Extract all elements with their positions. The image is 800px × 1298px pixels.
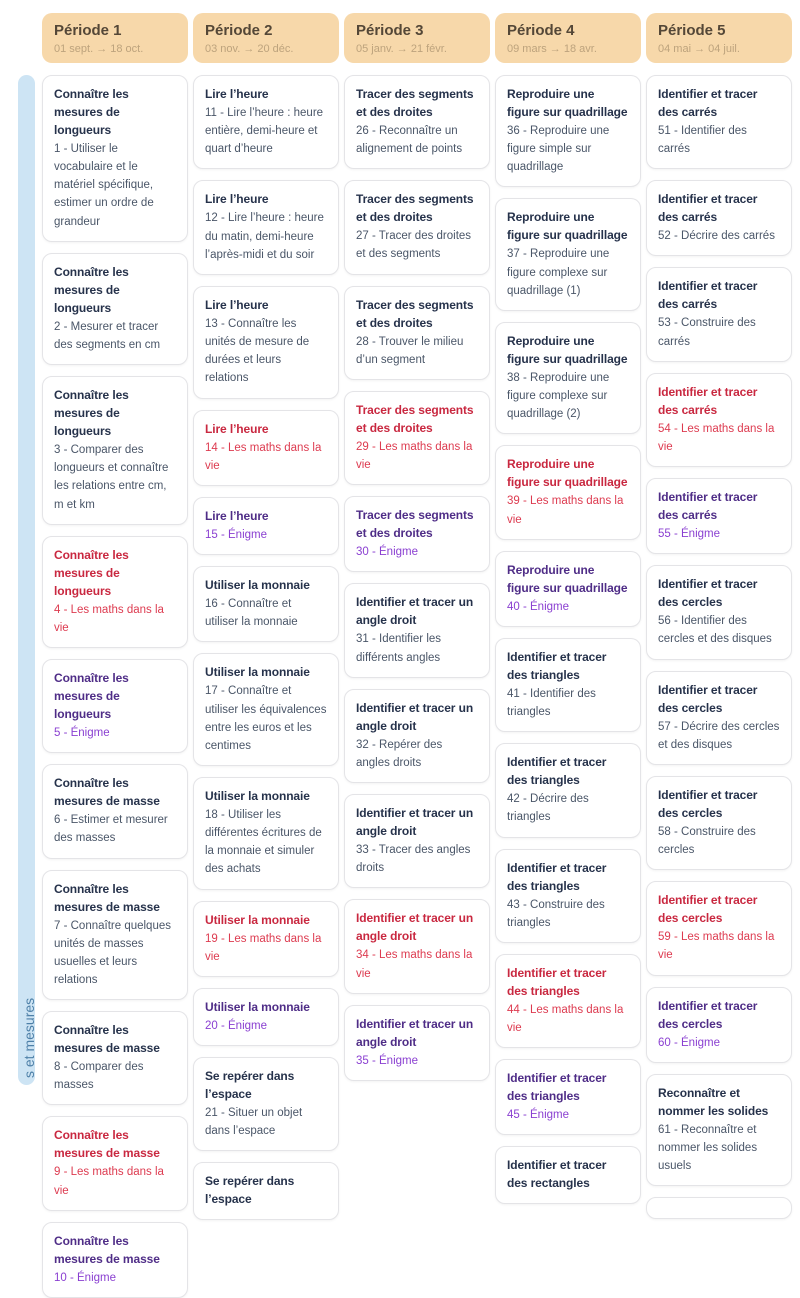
lesson-card-description: 9 - Les maths dans la vie — [54, 1166, 164, 1197]
lesson-card-description: 8 - Comparer des masses — [54, 1061, 144, 1092]
lesson-card-description: 17 - Connaître et utiliser les équivalences entre les euros et les centimes — [205, 685, 327, 752]
lesson-card[interactable] — [646, 75, 792, 169]
lesson-card[interactable] — [42, 536, 188, 648]
lesson-card-title: Identifier et tracer un angle droit — [356, 700, 474, 733]
period-title: Période 2 — [205, 22, 273, 39]
period-title: Période 3 — [356, 22, 424, 39]
lesson-card-title: Se repérer dans l’espace — [205, 1069, 295, 1102]
lesson-card-description: 36 - Reproduire une figure simple sur quadrillage — [507, 125, 610, 174]
lesson-card[interactable] — [495, 743, 641, 837]
lesson-card-title: Reconnaître et nommer les solides — [658, 1085, 769, 1118]
lesson-card[interactable] — [646, 478, 792, 554]
lesson-card-title: Utiliser la monnaie — [205, 912, 310, 927]
lesson-card-description: 3 - Comparer des longueurs et connaître les relations entre cm, m et km — [54, 444, 169, 511]
lesson-card[interactable] — [344, 180, 490, 274]
lesson-card[interactable] — [193, 497, 339, 555]
lesson-card[interactable] — [344, 1005, 490, 1081]
lesson-card-title: Reproduire une figure sur quadrillage — [507, 562, 628, 595]
lesson-card[interactable] — [344, 899, 490, 993]
lesson-card[interactable] — [495, 849, 641, 943]
lesson-card-description: 5 - Énigme — [54, 727, 110, 740]
lesson-card-title: Lire l’heure — [205, 87, 269, 101]
lesson-card-description: 7 - Connaître quelques unités de masses usuelles et leurs relations — [54, 919, 171, 986]
lesson-card-description: 57 - Décrire des cercles et des disques — [658, 720, 780, 751]
lesson-card-title: Reproduire une figure sur quadrillage — [507, 210, 628, 243]
lesson-card-title: Identifier et tracer des cercles — [658, 893, 758, 926]
lesson-card-title: Identifier et tracer des carrés — [658, 192, 758, 225]
lesson-card[interactable] — [193, 1057, 339, 1151]
lesson-card-description: 20 - Énigme — [205, 1019, 268, 1032]
lesson-card[interactable] — [193, 653, 339, 766]
lesson-card-title: Identifier et tracer des cercles — [658, 998, 758, 1031]
lesson-card-description: 32 - Repérer des angles droits — [356, 738, 443, 769]
lesson-card[interactable] — [646, 881, 792, 975]
lesson-card-description: 11 - Lire l’heure : heure entière, demi-heure et quart d’heure — [205, 107, 324, 156]
lesson-card-description: 58 - Construire des cercles — [658, 825, 756, 857]
lesson-card-title: Se repérer dans l’espace — [205, 1174, 295, 1207]
lesson-columns — [42, 75, 792, 1298]
lesson-card[interactable] — [193, 286, 339, 399]
period-column — [344, 75, 490, 1081]
period-column — [193, 75, 339, 1220]
lesson-card-title: Identifier et tracer un angle droit — [356, 1016, 474, 1049]
lesson-card[interactable] — [344, 391, 490, 485]
lesson-card[interactable] — [42, 1116, 188, 1210]
lesson-card-title: Tracer des segments et des droites — [356, 402, 474, 435]
lesson-card[interactable] — [344, 496, 490, 572]
period-title: Période 1 — [54, 22, 122, 39]
lesson-card-title: Identifier et tracer des cercles — [658, 577, 758, 610]
lesson-card-description: 18 - Utiliser les différentes écritures de la monnaie et simuler des achats — [205, 808, 322, 876]
lesson-card[interactable] — [193, 180, 339, 274]
lesson-card-description: 14 - Les maths dans la vie — [205, 441, 322, 472]
period-column — [42, 75, 188, 1298]
lesson-card[interactable] — [193, 901, 339, 977]
lesson-card[interactable] — [344, 689, 490, 783]
lesson-card-description: 12 - Lire l’heure : heure du matin, demi-heure l’après-midi et du soir — [205, 212, 324, 261]
lesson-card[interactable] — [495, 445, 641, 539]
lesson-card-title: Identifier et tracer des carrés — [658, 279, 758, 312]
lesson-card[interactable] — [193, 777, 339, 890]
lesson-card[interactable] — [344, 75, 490, 169]
lesson-card-title: Lire l’heure — [205, 192, 269, 207]
lesson-card-description: 33 - Tracer des angles droits — [356, 844, 471, 875]
period-column — [646, 75, 792, 1219]
lesson-card[interactable] — [646, 373, 792, 467]
lesson-card-description: 37 - Reproduire une figure complexe sur quadrillage (1) — [507, 248, 610, 297]
period-header — [646, 13, 792, 63]
lesson-card-description: 41 - Identifier des triangles — [507, 687, 596, 719]
lesson-card-title: Identifier et tracer des cercles — [658, 787, 758, 820]
lesson-card-description: 26 - Reconnaître un alignement de points — [356, 125, 463, 156]
lesson-card-title: Utiliser la monnaie — [205, 665, 310, 680]
period-column — [495, 75, 641, 1204]
lesson-card[interactable] — [646, 180, 792, 256]
lesson-card-title: Utiliser la monnaie — [205, 788, 310, 803]
lesson-card[interactable] — [42, 253, 188, 365]
lesson-card[interactable] — [42, 75, 188, 242]
lesson-card-description: 56 - Identifier des cercles et des disques — [658, 615, 772, 646]
lesson-card-description: 34 - Les maths dans la vie — [356, 949, 473, 980]
lesson-card-title: Connaître les mesures de masse — [54, 776, 160, 809]
lesson-card-title: Identifier et tracer des triangles — [507, 965, 607, 998]
lesson-card-description: 53 - Construire des carrés — [658, 317, 756, 348]
lesson-card-title: Identifier et tracer des triangles — [507, 649, 607, 682]
lesson-card-description: 19 - Les maths dans la vie — [205, 932, 322, 963]
lesson-card[interactable] — [646, 1074, 792, 1186]
lesson-card-description: 44 - Les maths dans la vie — [507, 1003, 624, 1034]
lesson-card-title: Tracer des segments et des droites — [356, 192, 474, 225]
lesson-card[interactable] — [495, 954, 641, 1048]
lesson-card-description: 38 - Reproduire une figure complexe sur quadrillage (2) — [507, 371, 610, 421]
lesson-card-description: 43 - Construire des triangles — [507, 898, 605, 929]
lesson-card-description: 2 - Mesurer et tracer des segments en cm — [54, 320, 161, 351]
lesson-card-title: Connaître les mesures de longueurs — [54, 388, 129, 439]
period-header — [344, 13, 490, 63]
lesson-card-title: Connaître les mesures de longueurs — [54, 264, 129, 315]
lesson-card[interactable] — [344, 583, 490, 677]
lesson-card-title: Identifier et tracer un angle droit — [356, 595, 474, 628]
lesson-card[interactable] — [42, 376, 188, 525]
lesson-card-title: Lire l’heure — [205, 508, 269, 523]
lesson-card[interactable] — [495, 75, 641, 187]
lesson-card-title: Identifier et tracer un angle droit — [356, 806, 474, 839]
lesson-card-title: Connaître les mesures de longueurs — [54, 87, 129, 137]
lesson-card-description: 21 - Situer un objet dans l’espace — [205, 1107, 303, 1138]
lesson-card-title: Identifier et tracer des cercles — [658, 682, 758, 715]
lesson-card[interactable] — [193, 566, 339, 642]
lesson-card-title: Reproduire une figure sur quadrillage — [507, 457, 628, 490]
lesson-card-title: Connaître les mesures de masse — [54, 1023, 160, 1056]
lesson-card[interactable] — [646, 671, 792, 765]
period-dates: 03 nov. → 20 déc. — [205, 43, 294, 55]
lesson-card-description: 59 - Les maths dans la vie — [658, 931, 775, 962]
lesson-card-description: 27 - Tracer des droites et des segments — [356, 230, 472, 261]
period-header — [495, 13, 641, 63]
lesson-card-title: Connaître les mesures de masse — [54, 1233, 160, 1266]
lesson-card[interactable] — [646, 1197, 792, 1219]
lesson-card-description: 29 - Les maths dans la vie — [356, 440, 473, 472]
lesson-card[interactable] — [344, 794, 490, 888]
period-title: Période 5 — [658, 22, 726, 39]
lesson-card-description: 6 - Estimer et mesurer des masses — [54, 814, 168, 845]
lesson-card-title: Lire l’heure — [205, 421, 269, 436]
lesson-card-description: 13 - Connaître les unités de mesure de durées et leurs relations — [205, 317, 310, 385]
lesson-card-title: Connaître les mesures de masse — [54, 881, 160, 914]
period-row — [42, 13, 792, 63]
lesson-card-description: 61 - Reconnaître et nommer les solides usuels — [658, 1123, 758, 1172]
lesson-card-title: Reproduire une figure sur quadrillage — [507, 333, 628, 366]
lesson-card-description: 54 - Les maths dans la vie — [658, 422, 775, 453]
lesson-card-description: 40 - Énigme — [507, 600, 570, 613]
lesson-card-description: 15 - Énigme — [205, 528, 268, 541]
lesson-card[interactable] — [42, 659, 188, 753]
lesson-card-title: Connaître les mesures de longueurs — [54, 547, 129, 598]
lesson-card[interactable] — [193, 75, 339, 169]
lesson-card-description: 28 - Trouver le milieu d’un segment — [356, 335, 464, 366]
lesson-card[interactable] — [495, 638, 641, 732]
lesson-card-title: Identifier et tracer des carrés — [658, 490, 758, 523]
lesson-card-title: Identifier et tracer des triangles — [507, 860, 607, 893]
lesson-card-description: 35 - Énigme — [356, 1054, 419, 1067]
lesson-card-title: Utiliser la monnaie — [205, 999, 310, 1014]
lesson-card-description: 10 - Énigme — [54, 1271, 117, 1284]
lesson-card-title: Utiliser la monnaie — [205, 578, 310, 593]
lesson-card[interactable] — [344, 286, 490, 380]
lesson-card-description: 1 - Utiliser le vocabulaire et le matériel spécifique, estimer un ordre de grandeur — [54, 143, 154, 228]
lesson-card-title: Identifier et tracer des triangles — [507, 1071, 607, 1104]
lesson-card-description: 16 - Connaître et utiliser la monnaie — [205, 598, 298, 629]
domain-label: s et mesures — [21, 997, 37, 1078]
lesson-card-title: Tracer des segments et des droites — [356, 297, 474, 330]
lesson-card[interactable] — [495, 322, 641, 434]
lesson-card-title: Identifier et tracer des carrés — [658, 384, 758, 417]
lesson-card[interactable] — [193, 988, 339, 1046]
lesson-card[interactable] — [42, 1222, 188, 1298]
lesson-card[interactable] — [495, 551, 641, 627]
period-dates: 05 janv. → 21 févr. — [356, 43, 447, 55]
lesson-card[interactable] — [495, 1059, 641, 1135]
lesson-card-title: Tracer des segments et des droites — [356, 508, 474, 541]
lesson-card-title: Identifier et tracer des rectangles — [507, 1158, 607, 1191]
lesson-card[interactable] — [646, 565, 792, 659]
lesson-card-description: 4 - Les maths dans la vie — [54, 603, 164, 634]
lesson-card-title: Identifier et tracer un angle droit — [356, 911, 474, 944]
lesson-card[interactable] — [193, 1162, 339, 1220]
lesson-card-description: 60 - Énigme — [658, 1036, 721, 1049]
lesson-card-description: 45 - Énigme — [507, 1109, 570, 1122]
domain-bar — [18, 75, 35, 1085]
lesson-card-title: Connaître les mesures de longueurs — [54, 671, 129, 722]
lesson-card-title: Tracer des segments et des droites — [356, 87, 474, 119]
lesson-card-description: 30 - Énigme — [356, 546, 419, 559]
lesson-card-title: Connaître les mesures de masse — [54, 1128, 160, 1161]
lesson-card[interactable] — [495, 1146, 641, 1204]
lesson-card[interactable] — [42, 1011, 188, 1105]
lesson-card[interactable] — [646, 776, 792, 870]
lesson-card-title: Lire l’heure — [205, 297, 269, 312]
lesson-card[interactable] — [646, 987, 792, 1063]
period-dates: 04 mai → 04 juil. — [658, 43, 740, 55]
lesson-card-description: 42 - Décrire des triangles — [507, 793, 589, 824]
lesson-card-title: Identifier et tracer des triangles — [507, 755, 607, 788]
lesson-card[interactable] — [42, 764, 188, 858]
lesson-card[interactable] — [193, 410, 339, 486]
period-header — [42, 13, 188, 63]
lesson-card[interactable] — [495, 198, 641, 310]
period-dates: 09 mars → 18 avr. — [507, 43, 597, 55]
lesson-card[interactable] — [646, 267, 792, 361]
period-header — [193, 13, 339, 63]
lesson-card[interactable] — [42, 870, 188, 1001]
lesson-card-description: 31 - Identifier les différents angles — [356, 633, 442, 664]
lesson-card-description: 55 - Énigme — [658, 528, 721, 541]
lesson-card-description: 51 - Identifier des carrés — [658, 125, 747, 156]
lesson-card-description: 52 - Décrire des carrés — [658, 230, 775, 243]
lesson-card-title: Reproduire une figure sur quadrillage — [507, 87, 628, 119]
period-dates: 01 sept. → 18 oct. — [54, 43, 144, 55]
period-title: Période 4 — [507, 22, 575, 39]
lesson-card-description: 39 - Les maths dans la vie — [507, 495, 624, 526]
lesson-card-title: Identifier et tracer des carrés — [658, 87, 758, 119]
